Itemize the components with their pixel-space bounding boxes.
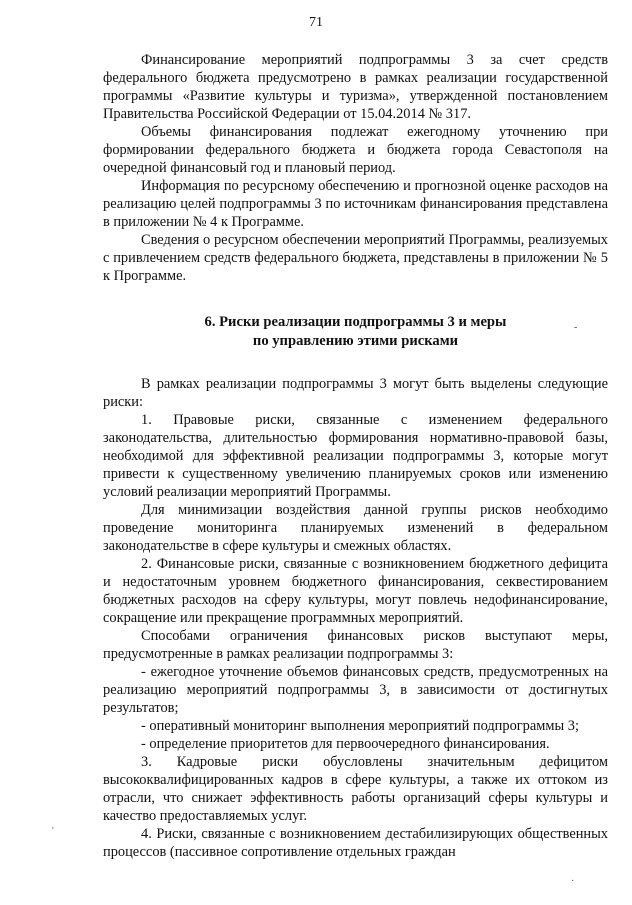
section-heading-line2: по управлению этими рисками (252, 333, 459, 349)
paragraph-personnel-risks: 3. Кадровые риски обусловлены значительным дефицитом высококвалифицированных кадров в сфере культуры, а также их оттоком из отрасли, что снижает эффективность работы организаций сферы культуры и качество предоставляемых услуг. (103, 754, 608, 824)
scan-speck: ' (52, 826, 54, 837)
list-item-measure-c: - определение приоритетов для первоочередного финансирования. (141, 736, 550, 752)
paragraph-funding-source: Финансирование мероприятий подпрограммы 3 за счет средств федерального бюджета предусмотрено в рамках реализации государственной программы «Развитие культуры и туризма», утвержденной постановлением Правительства Российской Федерации от 15.04.2014 № 317. (103, 52, 608, 122)
section-heading (103, 313, 608, 351)
paragraph-financial-measures-intro: Способами ограничения финансовых рисков выступают меры, предусмотренные в рамках реализации подпрограммы 3: (103, 628, 608, 662)
paragraph-legal-risks: 1. Правовые риски, связанные с изменением федерального законодательства, длительностью формирования нормативно-правовой базы, необходимой для эффективной реализации подпрограммы 3, которые могут привести к существенному увеличению планируемых сроков или изменению условий реализации мероприятий Программы. (103, 412, 608, 500)
page-number: 71 (309, 15, 323, 30)
paragraph-legal-risks-measure: Для минимизации воздействия данной группы рисков необходимо проведение мониторинга планируемых изменений в федеральном законодательстве в сфере культуры и смежных областях. (103, 502, 608, 554)
paragraph-social-risks: 4. Риски, связанные с возникновением дестабилизирующих общественных процессов (пассивное сопротивление отдельных граждан (103, 826, 608, 860)
scan-speck: - (574, 322, 578, 333)
list-item-measure-a: - ежегодное уточнение объемов финансовых средств, предусмотренных на реализацию мероприятий подпрограммы 3, в зависимости от достигнутых результатов; (103, 664, 608, 716)
paragraph-funding-adjustment: Объемы финансирования подлежат ежегодному уточнению при формировании федерального бюджета и бюджета города Севастополя на очередной финансовый год и плановый период. (103, 124, 608, 176)
section-heading-line1: 6. Риски реализации подпрограммы 3 и меры (204, 314, 507, 330)
paragraph-resource-info: Информация по ресурсному обеспечению и прогнозной оценке расходов на реализацию целей подпрограммы 3 по источникам финансирования представлена в приложении № 4 к Программе. (103, 178, 608, 230)
paragraph-federal-budget-info: Сведения о ресурсном обеспечении мероприятий Программы, реализуемых с привлечением средств федерального бюджета, представлены в приложении № 5 к Программе. (103, 232, 608, 284)
list-item-measure-b: - оперативный мониторинг выполнения мероприятий подпрограммы 3; (141, 718, 579, 734)
document-body (103, 51, 608, 861)
scan-speck: · (571, 876, 575, 887)
paragraph-financial-risks: 2. Финансовые риски, связанные с возникновением бюджетного дефицита и недостаточным уровнем бюджетного финансирования, секвестированием бюджетных расходов на сферу культуры, могут повлечь недофинансирование, сокращение или прекращение программных мероприятий. (103, 556, 608, 626)
paragraph-risks-intro: В рамках реализации подпрограммы 3 могут быть выделены следующие риски: (103, 376, 608, 410)
